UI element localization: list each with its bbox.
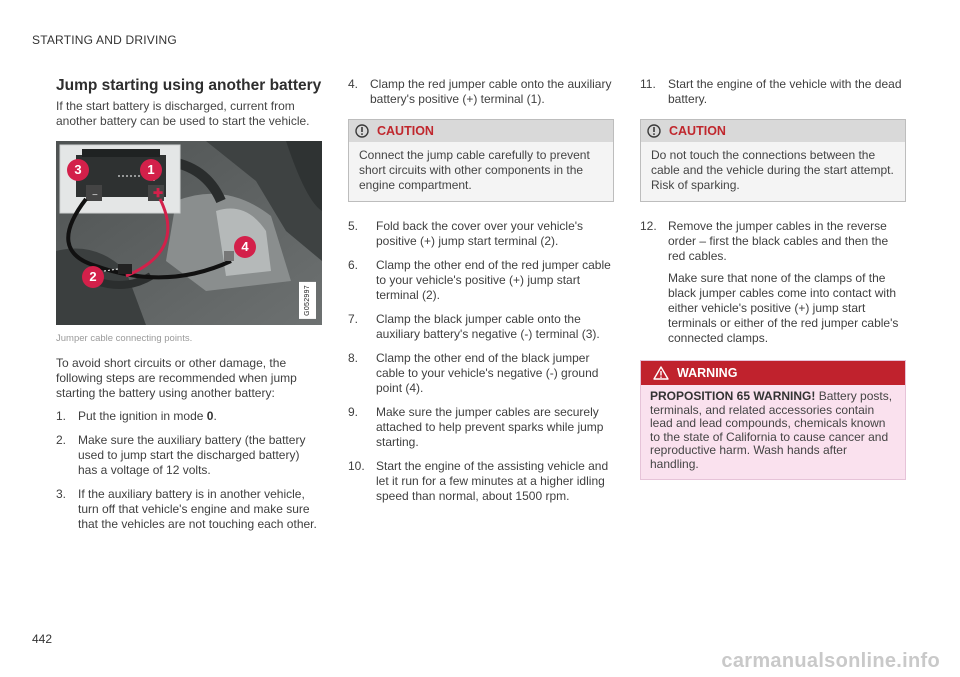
callout-3: 3 — [67, 159, 89, 181]
figure-caption: Jumper cable connecting points. — [56, 333, 193, 344]
callout-2: 2 — [82, 266, 104, 288]
running-header: STARTING AND DRIVING — [32, 33, 177, 47]
engine-bay-illustration — [56, 141, 322, 325]
page-number: 442 — [32, 632, 53, 646]
list-item: 11. Start the engine of the vehicle with the dead battery. — [640, 77, 902, 106]
lead-text: To avoid short circuits or other damage, the following steps are recommended when jump starting the battery using another battery: — [56, 356, 297, 400]
step-4-list — [348, 77, 614, 107]
intro-text: If the start battery is discharged, current from another battery can be used to start the vehicle. — [56, 99, 310, 128]
list-item: 1. Put the ignition in mode 0. — [56, 409, 217, 423]
column-3 — [640, 77, 906, 480]
column-1 — [56, 77, 322, 541]
warning-text: PROPOSITION 65 WARNING! Battery posts, terminals, and related accessories contain lead and lead compounds, chemicals known to the state of California to cause cancer and reproductive harm. Wash hands after handling. — [650, 389, 893, 471]
caution-icon — [647, 124, 661, 138]
callout-1: 1 — [140, 159, 162, 181]
list-item: 3. If the auxiliary battery is in another vehicle, turn off that vehicle's engine and make sure that the vehicles are not touching each other. — [56, 487, 317, 531]
warning-title: WARNING — [677, 365, 738, 380]
caution-text: Do not touch the connections between the cable and the vehicle during the start attempt. Risk of sparking. — [651, 148, 894, 192]
list-item: 9. Make sure the jumper cables are securely attached to help prevent sparks while jump starting. — [348, 405, 604, 449]
column-2 — [348, 77, 614, 513]
warning-box — [640, 360, 906, 480]
steps-list-a — [56, 409, 322, 532]
caution-title: CAUTION — [669, 123, 726, 138]
callout-4: 4 — [234, 236, 256, 258]
caution-title: CAUTION — [377, 123, 434, 138]
svg-text:−: − — [92, 190, 98, 201]
ignition-mode: 0 — [206, 409, 214, 423]
jumper-cable-figure — [56, 141, 322, 325]
caution-icon — [355, 124, 369, 138]
list-item: 6. Clamp the other end of the red jumper cable to your vehicle's positive (+) jump start terminal (2). — [348, 258, 611, 302]
list-item: 8. Clamp the other end of the black jumper cable to your vehicle's negative (-) ground point (4). — [348, 351, 599, 395]
caution-box — [348, 119, 614, 202]
section-title: Jump starting using another battery — [56, 77, 322, 94]
step-12-note: Make sure that none of the clamps of the black jumper cables come into contact with either vehicle's positive (+) jump start terminals or either of the red jumper cable's connected clamps. — [668, 271, 899, 345]
list-item: 4. Clamp the red jumper cable onto the auxiliary battery's positive (+) terminal (1). — [348, 77, 612, 106]
step-11-list — [640, 77, 906, 107]
watermark: carmanualsonline.info — [721, 650, 940, 672]
figure-code: G052997 — [299, 282, 316, 319]
list-item: 7. Clamp the black jumper cable onto the auxiliary battery's negative (-) terminal (3). — [348, 312, 600, 341]
steps-list-b — [348, 219, 614, 504]
step-12-list — [640, 219, 906, 346]
svg-text:✚: ✚ — [153, 186, 164, 200]
caution-box — [640, 119, 906, 202]
warning-triangle-icon — [653, 366, 669, 380]
list-item: 12. Remove the jumper cables in the reverse order – first the black cables and then the red cables. Make sure that none of the clamps of the black jumper cables come into contact with either vehicle's positive (+) jump start terminals or either of the red jumper cable's connected clamps. — [640, 219, 906, 346]
list-item: 10. Start the engine of the assisting vehicle and let it run for a few minutes at a higher idling speed than normal, about 1500 rpm. — [348, 459, 609, 503]
caution-text: Connect the jump cable carefully to prevent short circuits with other components in the engine compartment. — [359, 148, 590, 192]
list-item: 5. Fold back the cover over your vehicle's positive (+) jump start terminal (2). — [348, 219, 584, 248]
list-item: 2. Make sure the auxiliary battery (the battery used to jump start the discharged battery) has a voltage of 12 volts. — [56, 433, 306, 477]
warning-lead: PROPOSITION 65 WARNING! — [650, 389, 816, 403]
